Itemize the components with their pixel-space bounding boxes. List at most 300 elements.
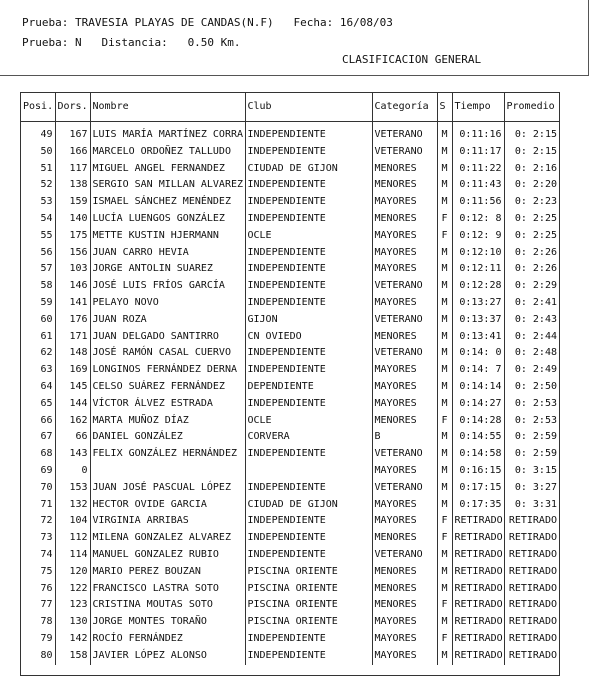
dorsal-cell: 66 (55, 429, 90, 446)
position-cell: 68 (21, 446, 55, 463)
table-row (21, 396, 559, 413)
club-cell: INDEPENDIENTE (245, 396, 372, 413)
race-title-line: Prueba: TRAVESIA PLAYAS DE CANDAS(N.F) Fecha: 16/08/03 (22, 16, 393, 29)
table-row (21, 228, 559, 245)
club-cell: GIJON (245, 312, 372, 329)
category-cell: VETERANO (372, 480, 437, 497)
table-row (21, 161, 559, 178)
name-cell: ROCÍO FERNÁNDEZ (90, 631, 245, 648)
club-cell: CN OVIEDO (245, 329, 372, 346)
dorsal-cell: 175 (55, 228, 90, 245)
club-cell: PISCINA ORIENTE (245, 564, 372, 581)
average-cell: RETIRADO (508, 632, 557, 644)
sex-cell: M (437, 177, 452, 194)
club-cell: INDEPENDIENTE (245, 648, 372, 665)
club-cell: OCLE (245, 413, 372, 430)
table-row (21, 211, 559, 228)
time-cell: RETIRADO (452, 547, 504, 564)
name-cell: LUCÍA LUENGOS GONZÁLEZ (90, 211, 245, 228)
sex-cell: M (437, 295, 452, 312)
table-row (21, 362, 559, 379)
category-cell: VETERANO (372, 345, 437, 362)
sex-cell: M (437, 312, 452, 329)
table-row (21, 547, 559, 564)
club-cell: PISCINA ORIENTE (245, 597, 372, 614)
category-cell: VETERANO (372, 547, 437, 564)
time-cell: 0:12:28 (452, 278, 504, 295)
position-cell: 60 (21, 312, 55, 329)
category-cell: MENORES (372, 211, 437, 228)
average-cell: 0: 2:43 (514, 313, 557, 325)
sex-cell: M (437, 345, 452, 362)
dorsal-cell: 114 (55, 547, 90, 564)
dorsal-cell: 144 (55, 396, 90, 413)
results-body (21, 127, 559, 665)
sex-cell: F (437, 597, 452, 614)
name-cell: CELSO SUÁREZ FERNÁNDEZ (90, 379, 245, 396)
time-cell: 0:11:56 (452, 194, 504, 211)
table-row (21, 564, 559, 581)
name-cell: METTE KUSTIN HJERMANN (90, 228, 245, 245)
club-cell: INDEPENDIENTE (245, 261, 372, 278)
category-cell: MAYORES (372, 194, 437, 211)
sex-cell: M (437, 446, 452, 463)
average-cell: 0: 2:26 (514, 246, 557, 258)
table-row (21, 446, 559, 463)
position-cell: 56 (21, 245, 55, 262)
name-cell: JAVIER LÓPEZ ALONSO (90, 648, 245, 665)
time-cell: 0:11:22 (452, 161, 504, 178)
category-cell: VETERANO (372, 278, 437, 295)
dorsal-cell: 146 (55, 278, 90, 295)
time-cell: RETIRADO (452, 648, 504, 665)
club-cell: INDEPENDIENTE (245, 631, 372, 648)
column-header-nombre: Nombre (90, 93, 245, 122)
name-cell: JORGE ANTOLIN SUAREZ (90, 261, 245, 278)
dorsal-cell: 122 (55, 581, 90, 598)
time-cell: RETIRADO (452, 614, 504, 631)
dorsal-cell: 166 (55, 144, 90, 161)
category-cell: MENORES (372, 564, 437, 581)
table-row (21, 345, 559, 362)
club-cell: INDEPENDIENTE (245, 547, 372, 564)
table-row (21, 497, 559, 514)
table-row (21, 295, 559, 312)
average-cell: RETIRADO (508, 616, 557, 628)
table-row (21, 144, 559, 161)
position-cell: 53 (21, 194, 55, 211)
dorsal-cell: 141 (55, 295, 90, 312)
time-cell: 0:14:58 (452, 446, 504, 463)
name-cell: MILENA GONZALEZ ALVAREZ (90, 530, 245, 547)
category-cell: VETERANO (372, 127, 437, 144)
report-header (0, 0, 589, 76)
dorsal-cell: 132 (55, 497, 90, 514)
average-cell: 0: 2:44 (514, 330, 557, 342)
sex-cell: M (437, 614, 452, 631)
time-cell: 0:14:14 (452, 379, 504, 396)
dorsal-cell: 143 (55, 446, 90, 463)
sex-cell: M (437, 194, 452, 211)
dorsal-cell: 167 (55, 127, 90, 144)
column-header-club: Club (245, 93, 372, 122)
time-cell: 0:16:15 (452, 463, 504, 480)
category-cell: MAYORES (372, 261, 437, 278)
average-cell: 0: 2:48 (514, 347, 557, 359)
position-cell: 55 (21, 228, 55, 245)
average-cell: RETIRADO (508, 565, 557, 577)
table-row (21, 194, 559, 211)
category-cell: MENORES (372, 413, 437, 430)
dorsal-cell: 159 (55, 194, 90, 211)
dorsal-cell: 120 (55, 564, 90, 581)
sex-cell: M (437, 261, 452, 278)
average-cell: 0: 2:25 (514, 229, 557, 241)
table-row (21, 463, 559, 480)
table-row (21, 379, 559, 396)
name-cell: VIRGINIA ARRIBAS (90, 513, 245, 530)
average-cell: 0: 2:15 (514, 129, 557, 140)
time-cell: 0:14: 0 (452, 345, 504, 362)
average-cell: 0: 2:53 (514, 397, 557, 409)
table-row (21, 648, 559, 665)
table-row (21, 261, 559, 278)
club-cell: INDEPENDIENTE (245, 211, 372, 228)
average-cell: 0: 2:53 (514, 414, 557, 426)
name-cell: JUAN CARRO HEVIA (90, 245, 245, 262)
position-cell: 65 (21, 396, 55, 413)
average-cell: 0: 2:16 (514, 162, 557, 174)
sex-cell: M (437, 161, 452, 178)
position-cell: 66 (21, 413, 55, 430)
table-row (21, 631, 559, 648)
average-cell: 0: 2:26 (514, 263, 557, 275)
position-cell: 70 (21, 480, 55, 497)
time-cell: 0:13:37 (452, 312, 504, 329)
results-table (21, 93, 560, 665)
dorsal-cell: 104 (55, 513, 90, 530)
category-cell: MENORES (372, 530, 437, 547)
time-cell: 0:11:43 (452, 177, 504, 194)
average-cell: RETIRADO (508, 599, 557, 611)
time-cell: 0:14: 7 (452, 362, 504, 379)
category-cell: MENORES (372, 581, 437, 598)
category-cell: MAYORES (372, 614, 437, 631)
dorsal-cell: 176 (55, 312, 90, 329)
name-cell: DANIEL GONZÁLEZ (90, 429, 245, 446)
sex-cell: M (437, 648, 452, 665)
time-cell: 0:12:10 (452, 245, 504, 262)
club-cell: INDEPENDIENTE (245, 362, 372, 379)
table-row (21, 278, 559, 295)
column-header-sexo: S (437, 93, 452, 122)
time-cell: 0:13:27 (452, 295, 504, 312)
club-cell: PISCINA ORIENTE (245, 614, 372, 631)
sex-cell: F (437, 631, 452, 648)
sex-cell: M (437, 564, 452, 581)
average-cell: 0: 3:15 (514, 464, 557, 476)
average-cell: 0: 2:59 (514, 431, 557, 443)
club-cell: INDEPENDIENTE (245, 127, 372, 144)
club-cell: INDEPENDIENTE (245, 530, 372, 547)
table-row (21, 413, 559, 430)
dorsal-cell: 103 (55, 261, 90, 278)
name-cell: FELIX GONZÁLEZ HERNÁNDEZ (90, 446, 245, 463)
position-cell: 74 (21, 547, 55, 564)
time-cell: 0:14:55 (452, 429, 504, 446)
time-cell: 0:14:28 (452, 413, 504, 430)
category-cell: VETERANO (372, 144, 437, 161)
name-cell: MANUEL GONZALEZ RUBIO (90, 547, 245, 564)
average-cell: RETIRADO (508, 582, 557, 594)
position-cell: 63 (21, 362, 55, 379)
average-cell: RETIRADO (508, 532, 557, 544)
dorsal-cell: 117 (55, 161, 90, 178)
position-cell: 73 (21, 530, 55, 547)
position-cell: 77 (21, 597, 55, 614)
dorsal-cell: 140 (55, 211, 90, 228)
category-cell: B (372, 429, 437, 446)
club-cell: INDEPENDIENTE (245, 345, 372, 362)
table-row (21, 581, 559, 598)
sex-cell: M (437, 144, 452, 161)
average-cell: 0: 2:50 (514, 380, 557, 392)
dorsal-cell: 123 (55, 597, 90, 614)
category-cell: MAYORES (372, 513, 437, 530)
sex-cell: F (437, 211, 452, 228)
category-cell: MENORES (372, 597, 437, 614)
dorsal-cell: 158 (55, 648, 90, 665)
table-row (21, 312, 559, 329)
category-cell: MAYORES (372, 497, 437, 514)
club-cell: INDEPENDIENTE (245, 245, 372, 262)
time-cell: 0:17:15 (452, 480, 504, 497)
dorsal-cell: 148 (55, 345, 90, 362)
position-cell: 50 (21, 144, 55, 161)
column-header-promedio: Promedio (504, 93, 559, 122)
category-cell: MAYORES (372, 631, 437, 648)
dorsal-cell: 142 (55, 631, 90, 648)
category-cell: MAYORES (372, 295, 437, 312)
category-cell: VETERANO (372, 312, 437, 329)
category-cell: MAYORES (372, 463, 437, 480)
position-cell: 54 (21, 211, 55, 228)
club-cell: INDEPENDIENTE (245, 295, 372, 312)
category-cell: MAYORES (372, 396, 437, 413)
name-cell (90, 463, 245, 480)
name-cell: SERGIO SAN MILLAN ALVAREZ (90, 177, 245, 194)
club-cell: PISCINA ORIENTE (245, 581, 372, 598)
position-cell: 61 (21, 329, 55, 346)
average-cell: 0: 2:20 (514, 179, 557, 191)
column-header-dorsal: Dors. (55, 93, 90, 122)
position-cell: 62 (21, 345, 55, 362)
table-row (21, 513, 559, 530)
club-cell: INDEPENDIENTE (245, 194, 372, 211)
table-row (21, 614, 559, 631)
position-cell: 69 (21, 463, 55, 480)
name-cell: JORGE MONTES TORAÑO (90, 614, 245, 631)
club-cell: INDEPENDIENTE (245, 513, 372, 530)
time-cell: 0:12:11 (452, 261, 504, 278)
time-cell: 0:14:27 (452, 396, 504, 413)
name-cell: MARCELO ORDOÑEZ TALLUDO (90, 144, 245, 161)
average-cell: RETIRADO (508, 515, 557, 527)
sex-cell: F (437, 513, 452, 530)
average-cell: RETIRADO (508, 548, 557, 560)
position-cell: 49 (21, 127, 55, 144)
name-cell: JUAN ROZA (90, 312, 245, 329)
name-cell: CRISTINA MOUTAS SOTO (90, 597, 245, 614)
sex-cell: M (437, 480, 452, 497)
dorsal-cell: 130 (55, 614, 90, 631)
name-cell: VÍCTOR ÁLVEZ ESTRADA (90, 396, 245, 413)
sex-cell: F (437, 228, 452, 245)
position-cell: 67 (21, 429, 55, 446)
table-row (21, 530, 559, 547)
time-cell: RETIRADO (452, 597, 504, 614)
column-header-categoria: Categoría (372, 93, 437, 122)
sex-cell: M (437, 547, 452, 564)
time-cell: RETIRADO (452, 564, 504, 581)
average-cell: 0: 3:31 (514, 498, 557, 510)
name-cell: LUIS MARÍA MARTÍNEZ CORRA (90, 127, 245, 144)
dorsal-cell: 153 (55, 480, 90, 497)
table-row (21, 245, 559, 262)
dorsal-cell: 162 (55, 413, 90, 430)
time-cell: 0:11:17 (452, 144, 504, 161)
sex-cell: M (437, 278, 452, 295)
sex-cell: M (437, 379, 452, 396)
average-cell: 0: 2:23 (514, 196, 557, 208)
category-cell: MAYORES (372, 648, 437, 665)
position-cell: 52 (21, 177, 55, 194)
sex-cell: M (437, 127, 452, 144)
results-table-frame (20, 92, 560, 676)
time-cell: 0:12: 9 (452, 228, 504, 245)
sex-cell: M (437, 245, 452, 262)
time-cell: RETIRADO (452, 513, 504, 530)
position-cell: 51 (21, 161, 55, 178)
position-cell: 80 (21, 648, 55, 665)
position-cell: 64 (21, 379, 55, 396)
sex-cell: M (437, 497, 452, 514)
sex-cell: F (437, 530, 452, 547)
club-cell: CIUDAD DE GIJON (245, 497, 372, 514)
position-cell: 58 (21, 278, 55, 295)
position-cell: 76 (21, 581, 55, 598)
time-cell: 0:12: 8 (452, 211, 504, 228)
table-row (21, 429, 559, 446)
name-cell: PELAYO NOVO (90, 295, 245, 312)
sex-cell: M (437, 463, 452, 480)
time-cell: RETIRADO (452, 581, 504, 598)
position-cell: 72 (21, 513, 55, 530)
dorsal-cell: 0 (55, 463, 90, 480)
time-cell: 0:17:35 (452, 497, 504, 514)
name-cell: MARIO PEREZ BOUZAN (90, 564, 245, 581)
position-cell: 57 (21, 261, 55, 278)
name-cell: JUAN JOSÉ PASCUAL LÓPEZ (90, 480, 245, 497)
name-cell: ISMAEL SÁNCHEZ MENÉNDEZ (90, 194, 245, 211)
table-row (21, 480, 559, 497)
position-cell: 75 (21, 564, 55, 581)
table-row (21, 597, 559, 614)
dorsal-cell: 156 (55, 245, 90, 262)
time-cell: 0:11:16 (452, 127, 504, 144)
dorsal-cell: 112 (55, 530, 90, 547)
position-cell: 59 (21, 295, 55, 312)
club-cell: INDEPENDIENTE (245, 480, 372, 497)
dorsal-cell: 171 (55, 329, 90, 346)
position-cell: 71 (21, 497, 55, 514)
club-cell: CORVERA (245, 429, 372, 446)
column-header-tiempo: Tiempo (452, 93, 504, 122)
category-cell: MAYORES (372, 245, 437, 262)
name-cell: JUAN DELGADO SANTIRRO (90, 329, 245, 346)
average-cell: 0: 2:29 (514, 280, 557, 292)
name-cell: JOSÉ LUIS FRÍOS GARCÍA (90, 278, 245, 295)
club-cell: INDEPENDIENTE (245, 144, 372, 161)
time-cell: RETIRADO (452, 530, 504, 547)
table-row (21, 329, 559, 346)
average-cell: 0: 2:49 (514, 364, 557, 376)
category-cell: MENORES (372, 329, 437, 346)
average-cell: 0: 2:25 (514, 212, 557, 224)
club-cell: CIUDAD DE GIJON (245, 161, 372, 178)
category-cell: MAYORES (372, 228, 437, 245)
name-cell: MIGUEL ANGEL FERNANDEZ (90, 161, 245, 178)
table-row (21, 177, 559, 194)
race-distance-line: Prueba: N Distancia: 0.50 Km. (22, 36, 241, 49)
time-cell: 0:13:41 (452, 329, 504, 346)
club-cell: DEPENDIENTE (245, 379, 372, 396)
category-cell: MENORES (372, 161, 437, 178)
average-cell: 0: 3:27 (514, 481, 557, 493)
time-cell: RETIRADO (452, 631, 504, 648)
club-cell: INDEPENDIENTE (245, 446, 372, 463)
table-row (21, 127, 559, 144)
dorsal-cell: 145 (55, 379, 90, 396)
classification-title: CLASIFICACION GENERAL (342, 53, 482, 66)
club-cell: INDEPENDIENTE (245, 278, 372, 295)
average-cell: 0: 2:41 (514, 296, 557, 308)
sex-cell: F (437, 413, 452, 430)
average-cell: RETIRADO (508, 649, 557, 661)
name-cell: HECTOR OVIDE GARCIA (90, 497, 245, 514)
sex-cell: M (437, 581, 452, 598)
dorsal-cell: 169 (55, 362, 90, 379)
category-cell: VETERANO (372, 446, 437, 463)
category-cell: MENORES (372, 177, 437, 194)
column-header-posicion: Posi. (21, 93, 55, 122)
club-cell (245, 463, 372, 480)
club-cell: OCLE (245, 228, 372, 245)
dorsal-cell: 138 (55, 177, 90, 194)
category-cell: MAYORES (372, 362, 437, 379)
name-cell: LONGINOS FERNÁNDEZ DERNA (90, 362, 245, 379)
sex-cell: M (437, 362, 452, 379)
name-cell: JOSÉ RAMÓN CASAL CUERVO (90, 345, 245, 362)
club-cell: INDEPENDIENTE (245, 177, 372, 194)
table-header-row (21, 93, 559, 122)
sex-cell: M (437, 429, 452, 446)
sex-cell: M (437, 396, 452, 413)
average-cell: 0: 2:15 (514, 145, 557, 157)
category-cell: MAYORES (372, 379, 437, 396)
position-cell: 78 (21, 614, 55, 631)
sex-cell: M (437, 329, 452, 346)
